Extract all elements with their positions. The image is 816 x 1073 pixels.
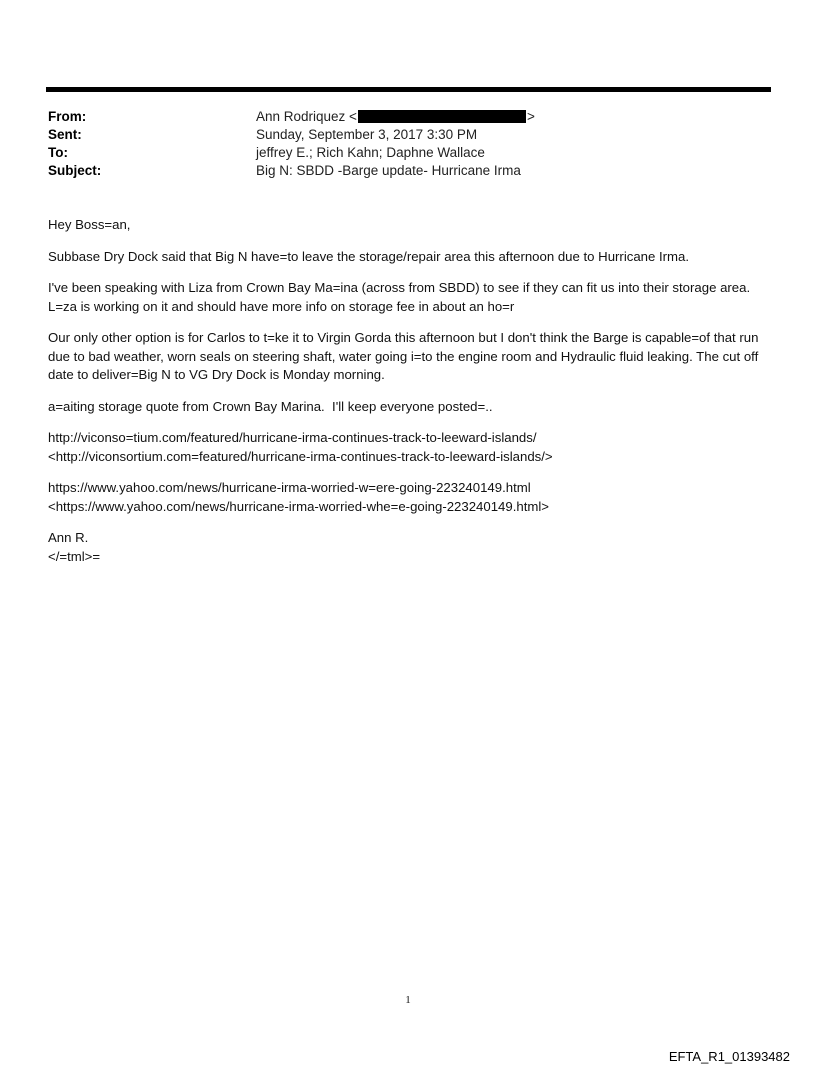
to-value: jeffrey E.; Rich Kahn; Daphne Wallace [256,145,485,160]
redaction-bar [358,110,526,123]
subject-value: Big N: SBDD -Barge update- Hurricane Irma [256,163,521,178]
from-close-bracket: > [526,109,535,124]
from-value [256,108,768,126]
from-row [48,108,768,126]
from-label: From: [48,109,87,124]
email-body [48,216,768,579]
sent-label: Sent: [48,127,82,142]
subject-label: Subject: [48,163,102,178]
body-paragraph: a=aiting storage quote from Crown Bay Marina. I'll keep everyone posted=.. [48,398,493,414]
body-paragraph: Our only other option is for Carlos to t=ke it to Virgin Gorda this afternoon but I don't think the Barge is capable=of that run due to bad weather, worn seals on steering shaft, water going i=to the engine room and Hydraulic fluid leaking. The cut off date to deliver=Big N to VG Dry Dock is Monday morning. [48,330,763,382]
signoff [48,529,768,566]
body-paragraph: I've been speaking with Liza from Crown Bay Ma=ina (across from SBDD) to see if they can fit us into their storage area. L=za is working on it and should have more info on storage fee in about an ho=r [48,280,754,314]
link-block [48,479,768,516]
sent-value: Sunday, September 3, 2017 3:30 PM [256,127,478,142]
link-block [48,429,768,466]
to-row [48,144,768,162]
body-paragraph: Subbase Dry Dock said that Big N have=to leave the storage/repair area this afternoon due to Hurricane Irma. [48,248,690,264]
to-label: To: [48,145,68,160]
document-id: EFTA_R1_01393482 [668,1049,790,1064]
subject-row [48,162,768,180]
link-yahoo-alt[interactable]: <https://www.yahoo.com/news/hurricane-irma-worried-whe=e-going-223240149.html> [48,498,550,514]
html-trailer: </=tml>= [48,548,101,564]
header-divider [46,87,771,92]
link-yahoo[interactable]: https://www.yahoo.com/news/hurricane-irma-worried-w=ere-going-223240149.html [48,480,531,495]
from-name: Ann Rodriquez < [256,109,357,124]
email-header [48,108,768,180]
link-viconsortium[interactable]: http://viconso=tium.com/featured/hurricane-irma-continues-track-to-leeward-islands/ [48,430,537,445]
sent-row [48,126,768,144]
page-number: 1 [405,994,411,1006]
link-viconsortium-alt[interactable]: <http://viconsortium.com=featured/hurricane-irma-continues-track-to-leeward-islands/> [48,448,553,464]
greeting: Hey Boss=an, [48,217,131,232]
signoff-name: Ann R. [48,530,89,545]
